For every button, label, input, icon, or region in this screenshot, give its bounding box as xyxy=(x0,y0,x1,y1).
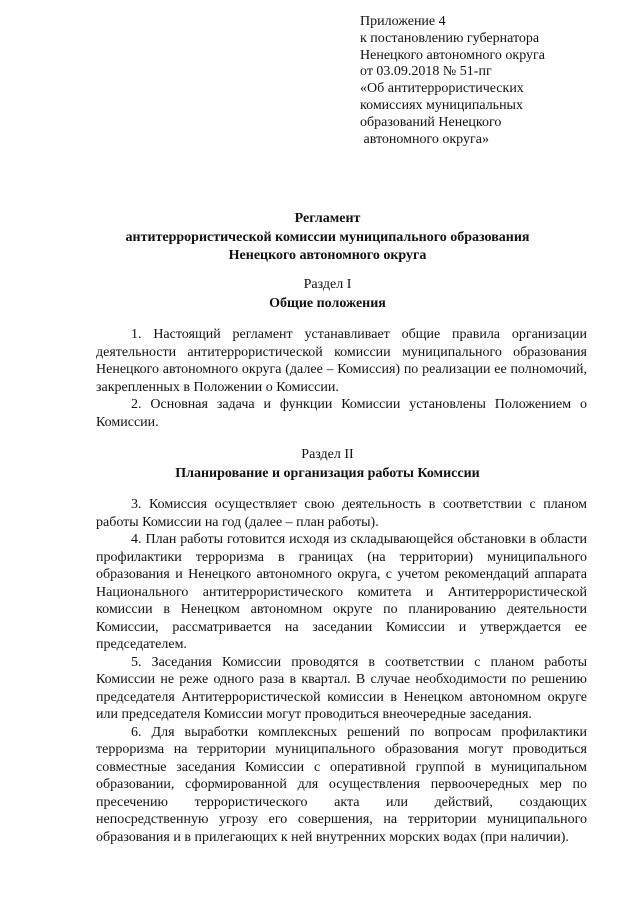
section-label: Раздел I xyxy=(303,277,352,292)
title-line: антитеррористической комиссии муниципального образования xyxy=(125,229,530,245)
title-line: Регламент xyxy=(294,211,361,226)
paragraph: 5. Заседания Комиссии проводятся в соответствии с планом работы Комиссии не реже одного раза в квартал. В случае необходимости по решению председателя Антитеррористической комиссии в Ненецком автономном округе или председателя Комиссии могут проводиться внеочередные заседания. xyxy=(96,654,587,722)
appendix-line: комиссиях муниципальных xyxy=(360,97,523,113)
appendix-line: образований Ненецкого xyxy=(360,114,502,130)
paragraph: 3. Комиссия осуществляет свою деятельность в соответствии с планом работы Комиссии на год (далее – план работы). xyxy=(96,497,587,530)
appendix-line: Ненецкого автономного округа xyxy=(360,47,545,63)
appendix-line: к постановлению губернатора xyxy=(360,30,540,46)
section-2-body xyxy=(96,496,587,846)
paragraph: 4. План работы готовится исходя из складывающейся обстановки в области профилактики терроризма в границах (на территории) муниципального образования и Ненецкого автономного округа, с учетом рекомендаций аппарата Национального антитеррористического комитета и Антитеррористической комиссии в Ненецком автономном округе по планированию деятельности Комиссии, рассматривается на заседании Комиссии и утверждается ее председателем. xyxy=(96,532,587,652)
section-2-header xyxy=(60,446,595,483)
appendix-line: автономного округа» xyxy=(360,131,489,147)
appendix-header xyxy=(360,14,600,148)
section-label: Раздел II xyxy=(301,447,354,462)
document-title xyxy=(60,210,595,266)
paragraph: 2. Основная задача и функции Комиссии установлены Положением о Комиссии. xyxy=(96,397,587,430)
section-1-body xyxy=(96,326,587,431)
paragraph: 1. Настоящий регламент устанавливает общие правила организации деятельности антитеррористической комиссии муниципального образования Ненецкого автономного округа (далее – Комиссия) по реализации ее полномочий, закрепленных в Положении о Комиссии. xyxy=(96,327,587,395)
section-heading: Общие положения xyxy=(269,295,386,311)
appendix-line: Приложение 4 xyxy=(360,14,446,29)
paragraph: 6. Для выработки комплексных решений по вопросам профилактики терроризма на территории муниципального образования могут проводиться совместные заседания Комиссии с оперативной группой в муниципальном образовании, сформированной для осуществления первоочередных мер по пресечению террористического акта или действий, создающих непосредственную угрозу его совершения, на территории муниципального образования и в прилегающих к ней внутренних морских водах (при наличии). xyxy=(96,724,587,845)
section-heading: Планирование и организация работы Комиссии xyxy=(175,465,480,481)
appendix-line: от 03.09.2018 № 51-пг xyxy=(360,64,492,80)
section-1-header xyxy=(60,276,595,313)
title-line: Ненецкого автономного округа xyxy=(228,248,427,263)
appendix-line: «Об антитеррористических xyxy=(360,81,524,97)
